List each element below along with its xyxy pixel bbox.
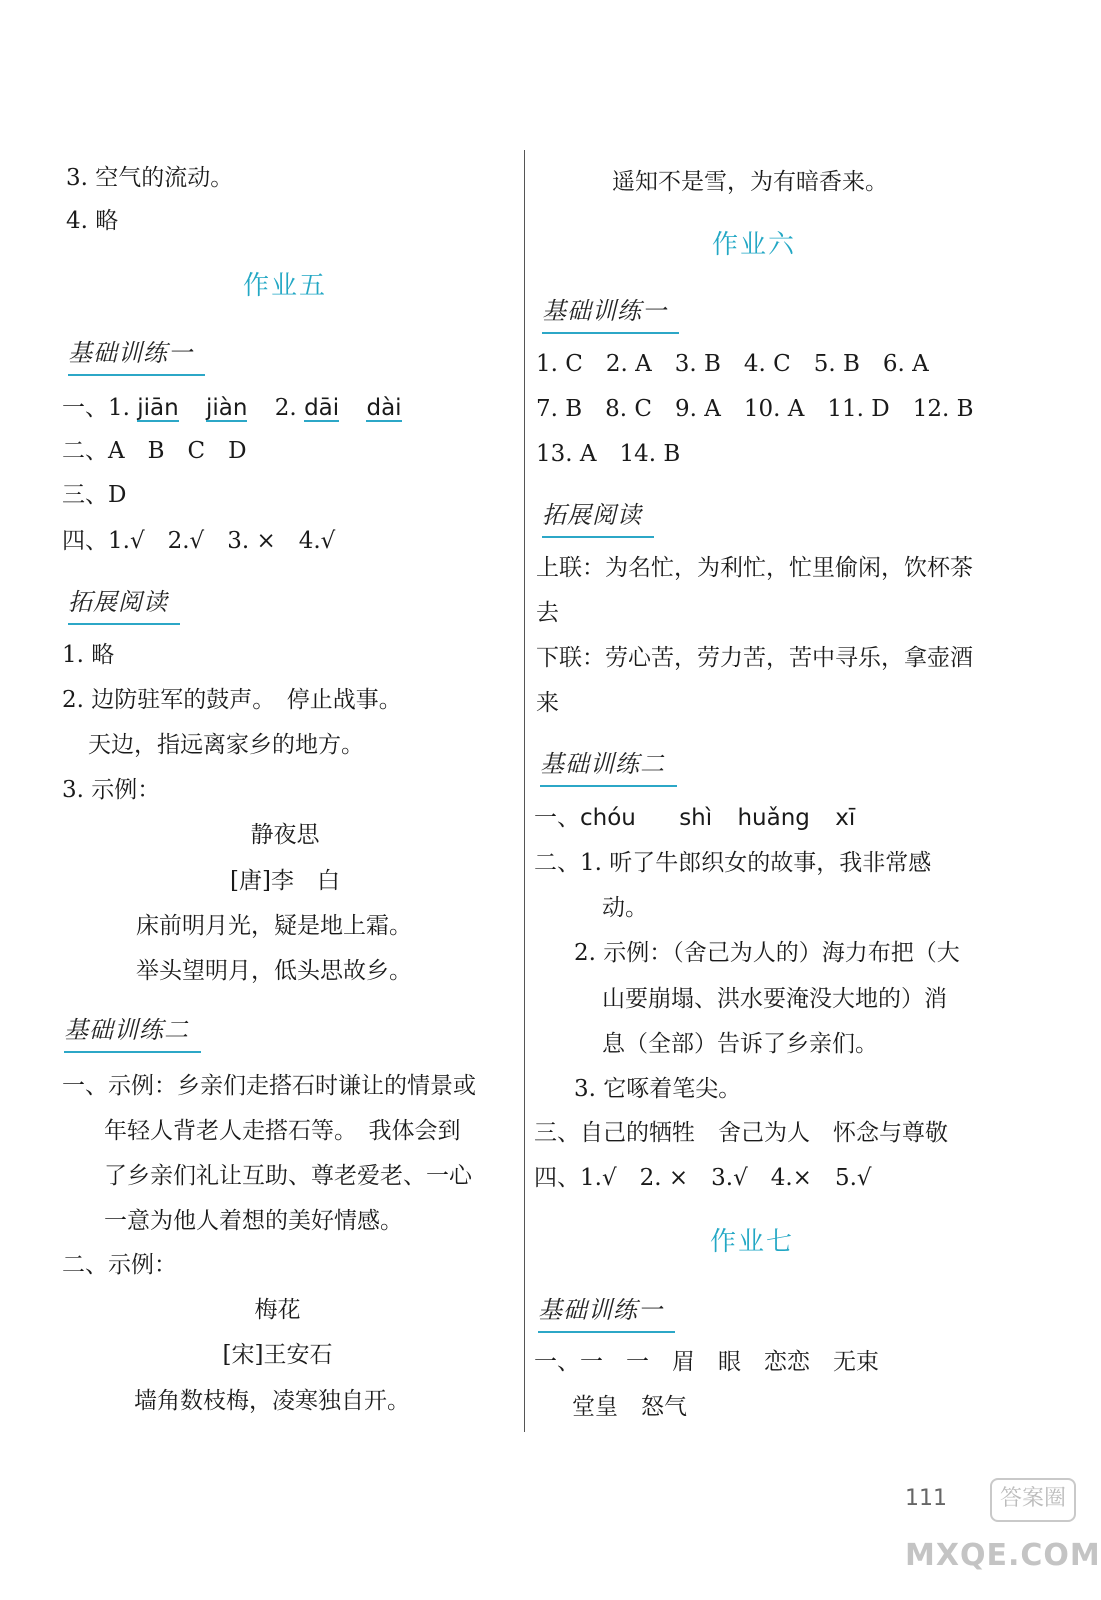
section-extended-reading: 拓展阅读 [542,495,642,530]
answer-line: 1. C 2. A 3. B 4. C 5. B 6. A [536,351,929,377]
column-divider [524,150,525,1432]
answer-line: 1. 略 [62,642,115,668]
watermark-url: MXQE.COM [905,1538,1101,1573]
poem-author: [唐]李 白 [230,868,340,894]
section-basic-training-one: 基础训练一 [538,1290,663,1325]
answer-line: 天边，指远离家乡的地方。 [88,732,364,758]
answer-line: 2. 示例：（舍己为人的）海力布把（大 [574,940,960,966]
answer-line: 2. 边防驻军的鼓声。 停止战事。 [62,687,402,713]
answer-line: 山要崩塌、洪水要淹没大地的）消 [602,986,947,1012]
poem-line: 举头望明月，低头思故乡。 [136,958,412,984]
pinyin-answer: huǎng [737,805,810,831]
pinyin-answer: shì [679,805,713,831]
answer-line: 四、1.√ 2. × 3.√ 4.× 5.√ [534,1165,872,1191]
answer-line: 年轻人背老人走搭石等。 我体会到 [104,1118,461,1144]
answer-line: 去 [536,600,559,626]
answer-line: 三、自己的牺牲 舍己为人 怀念与尊敬 [534,1120,948,1146]
answer-line: 三、D [62,482,127,508]
pinyin-answer: jiān [137,395,179,421]
answer-line: 二、示例： [62,1252,177,1278]
homework-five-title: 作业五 [243,271,328,301]
section-basic-training-two: 基础训练二 [540,744,665,779]
section-basic-training-two: 基础训练二 [64,1010,189,1045]
poem-title: 静夜思 [250,822,320,848]
question-prefix: 2. [274,395,297,421]
watermark-logo: 答案圈 [990,1478,1076,1522]
pinyin-answer: dāi [304,395,340,421]
answer-line: 息（全部）告诉了乡亲们。 [602,1031,878,1057]
answer-line: 下联：劳心苦，劳力苦，苦中寻乐，拿壶酒 [536,645,973,671]
poem-line: 床前明月光，疑是地上霜。 [136,913,412,939]
answer-line: 来 [536,690,559,716]
answer-line: 了乡亲们礼让互助、尊老爱老、一心 [104,1163,472,1189]
answer-line: 堂皇 怒气 [572,1394,687,1420]
answer-line: 4. 略 [66,208,119,234]
answer-line: 一、一 一 眉 眼 恋恋 无束 [534,1349,879,1375]
poem-author: [宋]王安石 [222,1342,333,1368]
answer-line: 3. 它啄着笔尖。 [574,1076,742,1102]
answer-line: 二、1. 听了牛郎织女的故事，我非常感 [534,850,932,876]
question-prefix: 一、 [534,805,580,831]
section-extended-reading: 拓展阅读 [68,582,168,617]
poem-title: 梅花 [254,1297,301,1323]
answer-line: 一、示例：乡亲们走搭石时谦让的情景或 [62,1073,476,1099]
answer-line: 二、A B C D [62,438,247,464]
pinyin-answer: xī [835,805,856,831]
answer-line: 7. B 8. C 9. A 10. A 11. D 12. B [536,396,974,422]
pinyin-answer: chóu [580,805,636,831]
pinyin-answer: jiàn [206,395,248,421]
poem-line: 墙角数枝梅，凌寒独自开。 [134,1388,410,1414]
answer-line: 动。 [602,895,648,921]
section-basic-training-one: 基础训练一 [542,291,667,326]
answer-line: 四、1.√ 2.√ 3. × 4.√ [62,528,336,554]
page-number: 111 [905,1486,947,1511]
answer-line: 上联：为名忙，为利忙，忙里偷闲，饮杯茶 [536,555,973,581]
answer-line: 一意为他人着想的美好情感。 [104,1208,403,1234]
pinyin-answer: dài [366,395,402,421]
answer-line: 3. 空气的流动。 [66,165,234,191]
answer-line: 3. 示例： [62,777,161,803]
pinyin-answer-line [62,393,422,423]
answer-line: 13. A 14. B [536,441,681,467]
homework-six-title: 作业六 [712,230,797,260]
question-prefix: 一、1. [62,395,130,421]
pinyin-answer-line [534,803,855,833]
poem-line: 遥知不是雪，为有暗香来。 [612,169,888,195]
homework-seven-title: 作业七 [710,1227,795,1257]
section-basic-training-one: 基础训练一 [68,333,193,368]
